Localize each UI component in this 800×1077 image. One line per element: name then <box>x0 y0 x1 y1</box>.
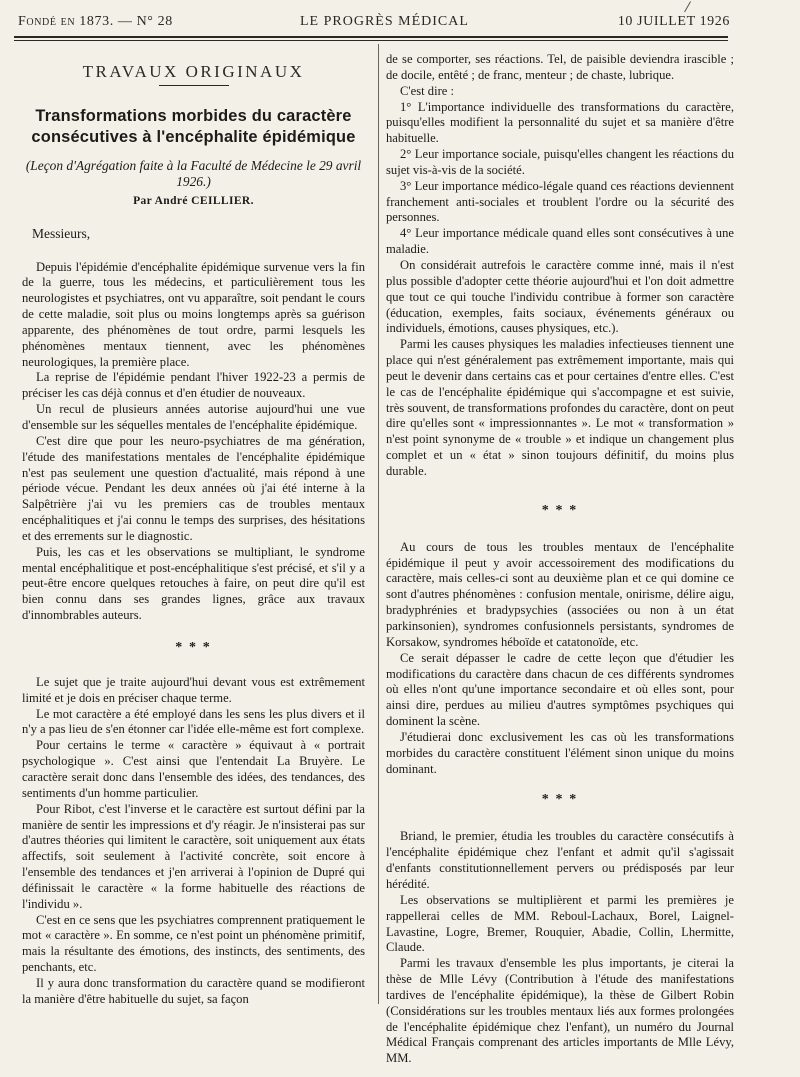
asterism: * * * <box>541 792 579 808</box>
paragraph: de se comporter, ses réactions. Tel, de paisible deviendra irascible ; de docile, entêté ; de franc, menteur ; de chaste, lubrique. <box>386 52 734 82</box>
header-rule-thin <box>14 40 728 41</box>
ink-mark <box>684 1 692 12</box>
section-rule <box>159 85 229 86</box>
article-subtitle: (Leçon d'Agrégation faite à la Faculté de Médecine le 29 avril 1926.) <box>25 157 362 189</box>
running-header <box>18 14 730 34</box>
issue-date: 10 JUILLET 1926 <box>617 14 730 29</box>
paragraph: Parmi les travaux d'ensemble les plus importants, je citerai la thèse de Mlle Lévy (Contribution à l'étude des manifestations tardives de l'encéphalite épidémique), la thèse de Gilbert Robin (Considérations sur les troubles mentaux liés aux formes prolongées de l'encéphalite épidémique chez l'enfant), un numéro du Journal Médical Français comprenant des articles importants de Mlle Lévy, MM. <box>386 956 734 1066</box>
paragraph: Briand, le premier, étudia les troubles du caractère consécutifs à l'encéphalite épidémique chez l'enfant et admit qu'il s'agissait d'enfants constitutionnellement pervers ou prédisposés par leur hérédité. <box>386 829 734 891</box>
paragraph: Pour Ribot, c'est l'inverse et le caractère est surtout défini par la manière de sentir les impressions et d'y réagir. Je n'insisterai pas sur d'autres théories qui limitent le caractère, soit uniquement aux états affectifs, soit seulement à l'activité concrète, soit encore à l'ensemble des tendances et j'en arriverai à l'opinion de Dupré qui définissait le caractère « la forme habituelle des réactions de l'individu ». <box>22 801 365 911</box>
paragraph: Le mot caractère a été employé dans les sens les plus divers et il n'y a pas lieu de s'en étonner car l'idée elle-même est fort complexe. <box>22 706 365 737</box>
paragraph: C'est dire : <box>400 83 455 98</box>
paragraph: Un recul de plusieurs années autorise aujourd'hui une vue d'ensemble sur les séquelles mentales de l'encéphalite épidémique. <box>22 402 365 432</box>
paragraph: Il y aura donc transformation du caractère quand se modifieront la manière d'être habituelle du sujet, sa façon <box>22 975 365 1006</box>
paragraph: Au cours de tous les troubles mentaux de l'encéphalite épidémique il peut y avoir accessoirement des modifications du caractère, mais celles-ci sont au deuxième plan et ce qui domine ce sont d'autres phénomènes : confusion mentale, onirisme, délire aigu, bradyphrénies et bradypsychies (associées ou non à un état parkinsonien), syndromes confusionnels persistants, syndromes de Korsakow, syndromes héboïde et catatonoïde, etc. <box>386 539 734 649</box>
paragraph: Puis, les cas et les observations se multipliant, le syndrome mental encéphalitique et post-encéphalitique s'est précisé, et s'il y a peut-être encore quelques retouches à faire, on peut dire qu'il est bien connu dans ses grandes lignes, grâce aux travaux d'innombrables auteurs. <box>22 544 365 623</box>
left-column <box>22 50 365 1008</box>
article-author: Par André CEILLIER. <box>133 194 254 207</box>
paragraph: Ce serait dépasser le cadre de cette leçon que d'étudier les modifications du caractère dans chacun de ces différents syndromes où elles n'ont qu'une importance secondaire et où elles sont, pour ainsi dire, perdues au milieu d'autres symptômes psychiques qui dominent la scène. <box>386 650 734 729</box>
paragraph: Depuis l'épidémie d'encéphalite épidémique survenue vers la fin de la guerre, tous les médecins, et particulièrement tous les neurologistes et psychiatres, ont vu apparaître, soit pendant le cours de cette maladie, soit plus ou moins longtemps après sa guérison apparente, des phénomènes de tout ordre, parmi lesquels les phénomènes mentaux tiennent, avec les phénomènes neurologiques, la première place. <box>22 259 365 369</box>
header-rule <box>14 36 728 38</box>
paragraph: Pour certains le terme « caractère » équivaut à « portrait psychologique ». C'est ainsi que l'entendait La Bruyère. Le caractère serait donc dans l'ensemble des idées, des tendances, des sentiments d'un homme particulier. <box>22 738 365 800</box>
paragraph: C'est en ce sens que les psychiatres comprennent pratiquement le mot « caractère ». En somme, ce n'est point un phénomène primitif, mais la résultante des émotions, des instincts, des sentiments, des penchants, etc. <box>22 912 365 975</box>
salutation: Messieurs, <box>32 225 91 241</box>
journal-name: LE PROGRÈS MÉDICAL <box>300 14 469 29</box>
paragraph: La reprise de l'épidémie pendant l'hiver 1922-23 a permis de préciser les cas déjà connus et d'en étudier de nouveaux. <box>22 370 365 401</box>
paragraph: C'est dire que pour les neuro-psychiatres de ma génération, l'étude des manifestations mentales de l'encéphalite épidémique n'est pas seulement une question d'actualité, mais répond à une période vécue. Pendant les deux années où j'ai été interne à la Salpêtrière j'ai vu les premiers cas de troubles mentaux encéphalitiques et j'ai connu le temps des surprises, des hésitations et des errements sur le diagnostic. <box>22 433 365 543</box>
section-heading: TRAVAUX ORIGINAUX <box>82 62 305 81</box>
paragraph: 3° Leur importance médico-légale quand ces réactions deviennent franchement anti-sociales et troublent l'ordre ou la sécurité des personnes. <box>386 178 734 225</box>
paragraph: 2° Leur importance sociale, puisqu'elles changent les réactions du sujet vis-à-vis de la société. <box>386 147 734 177</box>
paragraph: 4° Leur importance médicale quand elles sont consécutives à une maladie. <box>386 226 734 257</box>
paragraph: On considérait autrefois le caractère comme inné, mais il n'est plus possible d'adopter cette théorie aujourd'hui et l'on doit admettre que tout ce qui touche l'individu contribue à former son caractère (éducation, exemples, faits sociaux, événements généraux ou individuels, émotions, causes physiques, etc.). <box>386 257 734 336</box>
column-divider <box>378 44 379 1004</box>
paragraph: Les observations se multiplièrent et parmi les premières je rappellerai celles de MM. Reboul-Lachaux, Borel, Laignel-Lavastine, Logre, Bremer, Rouquier, Abadie, Collin, Lhermitte, Claude. <box>386 892 734 955</box>
paragraph: J'étudierai donc exclusivement les cas où les transformations morbides du caractère constituent l'élément sinon unique du moins dominant. <box>386 729 734 776</box>
paragraph: Parmi les causes physiques les maladies infectieuses tiennent une place qui n'est généralement pas extrêmement importante, mais qui peut le devenir dans certains cas et pour certaines d'entre elles. C'est le cas de l'encéphalite épidémique qui s'accompagne et est suivie, très souvent, de transformations profondes du caractère, dont on peut dire qu'elles sont « impressionnantes ». Le mot « transformation » n'est point synonyme de « trouble » et indique un changement plus complet et un « état » sinon toujours définitif, du moins plus durable. <box>386 337 734 478</box>
asterism: * * * <box>541 502 579 518</box>
article-title: Transformations morbides du caractère consécutives à l'encéphalite épidémique <box>31 106 356 146</box>
paragraph: 1° L'importance individuelle des transformations du caractère, puisqu'elles modifient la personnalité du sujet et sa manière d'être habituelle. <box>386 99 734 146</box>
header-founding: Fondé en 1873. — N° 28 <box>18 14 173 29</box>
right-column <box>386 52 734 1067</box>
asterism: * * * <box>175 639 212 655</box>
paragraph: Le sujet que je traite aujourd'hui devant vous est extrêmement limité et je dois en préciser chaque terme. <box>22 674 365 705</box>
